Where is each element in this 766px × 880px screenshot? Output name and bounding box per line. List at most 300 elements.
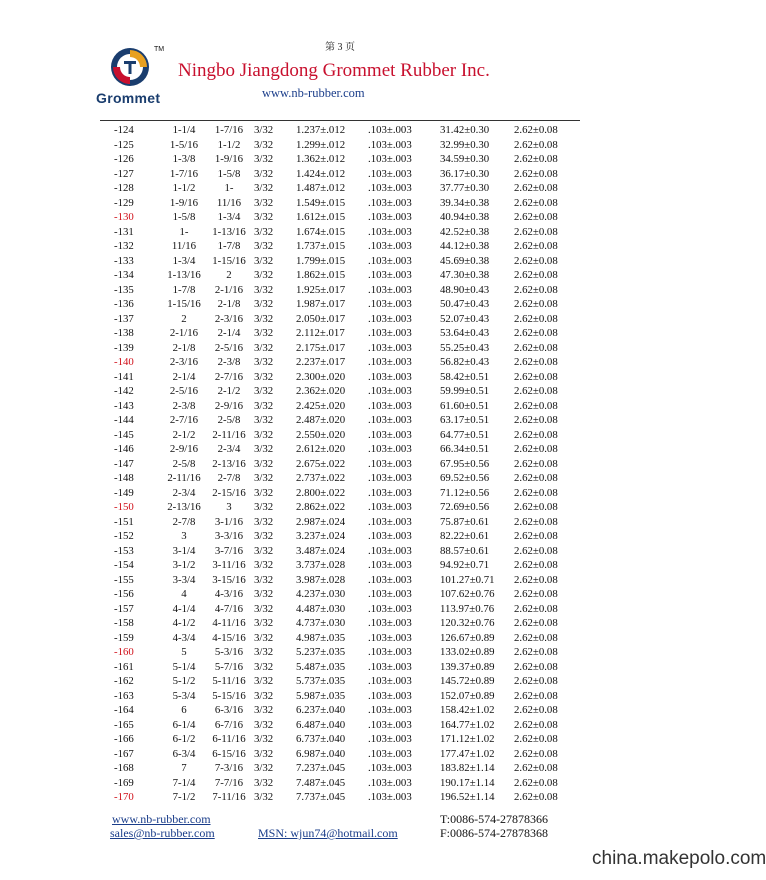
cell-id-mm: 7.487±.045: [296, 776, 346, 789]
cell-cs-mm: .103±.003: [368, 791, 412, 803]
cell-cs: 3/32: [254, 559, 274, 571]
cell-od: 5-7/16: [214, 660, 244, 673]
cell-od: 5-3/16: [214, 646, 244, 658]
cell-id-metric: 36.17±0.30: [440, 167, 490, 180]
cell-cs: 3/32: [254, 501, 274, 513]
cell-id-mm: 2.112±.017: [296, 327, 345, 339]
cell-id: 2-1/4: [172, 370, 196, 383]
cell-cs-mm: .103±.003: [368, 414, 412, 426]
cell-cs-mm: .103±.003: [368, 138, 412, 151]
cell-od: 3: [226, 501, 232, 513]
cell-cs: 3/32: [254, 675, 274, 687]
cell-id: 2-3/4: [172, 486, 196, 499]
cell-no: -170: [114, 791, 134, 803]
table-row: [104, 748, 584, 763]
cell-id-mm: 4.487±.030: [296, 602, 346, 615]
cell-no: -124: [114, 124, 134, 136]
cell-no: -145: [114, 428, 134, 441]
table-row: [104, 168, 584, 183]
table-row: [104, 559, 584, 574]
cell-cs-metric: 2.62±0.08: [514, 544, 558, 557]
watermark-text: china.makepolo.com: [592, 848, 766, 869]
footer-email-link[interactable]: sales@nb-rubber.com: [110, 826, 215, 840]
cell-cs-metric: 2.62±0.08: [514, 414, 558, 426]
cell-cs-metric: 2.62±0.08: [514, 762, 558, 774]
page-number: 第 3 页: [325, 42, 355, 53]
cell-cs: 3/32: [254, 718, 274, 731]
cell-id-mm: 5.237±.035: [296, 646, 346, 658]
cell-cs: 3/32: [254, 370, 274, 383]
cell-od: 5-15/16: [212, 689, 246, 702]
cell-id: 1-: [179, 225, 189, 238]
cell-id-metric: 120.32±0.76: [440, 617, 495, 629]
cell-id-mm: 2.050±.017: [296, 312, 346, 325]
cell-id: 2-9/16: [169, 443, 199, 455]
cell-no: -163: [114, 689, 134, 702]
footer-fax: F:0086-574-27878368: [440, 826, 548, 840]
cell-cs-metric: 2.62±0.08: [514, 312, 558, 325]
cell-id-mm: 5.487±.035: [296, 660, 346, 673]
cell-no: -137: [114, 312, 134, 325]
cell-od: 1-9/16: [214, 153, 244, 165]
cell-id-metric: 158.42±1.02: [440, 704, 495, 716]
cell-no: -136: [114, 298, 134, 310]
cell-id-metric: 152.07±0.89: [440, 689, 495, 702]
cell-id-mm: 2.487±.020: [296, 414, 346, 426]
cell-od: 2: [226, 269, 232, 281]
cell-no: -162: [114, 675, 134, 687]
table-row: [104, 530, 584, 545]
table-row: [104, 501, 584, 516]
cell-od: 3-3/16: [214, 530, 244, 542]
cell-od: 2-1/2: [217, 385, 241, 397]
table-row: [104, 617, 584, 632]
cell-id-mm: 2.862±.022: [296, 501, 346, 513]
cell-id: 2-3/16: [169, 356, 199, 368]
cell-od: 1-5/8: [217, 167, 241, 180]
cell-od: 7-7/16: [214, 776, 244, 789]
cell-cs-mm: .103±.003: [368, 167, 412, 180]
cell-no: -129: [114, 196, 134, 209]
cell-cs-metric: 2.62±0.08: [514, 153, 558, 165]
table-row: [104, 661, 584, 676]
cell-cs-metric: 2.62±0.08: [514, 283, 558, 296]
cell-id-mm: 4.237±.030: [296, 588, 346, 600]
cell-cs: 3/32: [254, 385, 274, 397]
table-row: [104, 182, 584, 197]
table-row: [104, 545, 584, 560]
cell-id: 11/16: [171, 240, 197, 252]
cell-cs: 3/32: [254, 240, 274, 252]
cell-id-mm: 1.549±.015: [296, 196, 346, 209]
cell-id-metric: 56.82±0.43: [440, 356, 490, 368]
cell-cs-metric: 2.62±0.08: [514, 704, 558, 716]
cell-cs-metric: 2.62±0.08: [514, 501, 558, 513]
cell-id: 2-7/8: [172, 515, 196, 528]
cell-od: 3-15/16: [212, 573, 246, 586]
cell-cs: 3/32: [254, 617, 274, 629]
cell-cs: 3/32: [254, 573, 274, 586]
cell-id-mm: 2.800±.022: [296, 486, 346, 499]
cell-cs-metric: 2.62±0.08: [514, 298, 558, 310]
cell-cs: 3/32: [254, 704, 274, 716]
cell-no: -140: [114, 356, 134, 368]
cell-od: 3-7/16: [214, 544, 244, 557]
footer-website-link[interactable]: www.nb-rubber.com: [112, 812, 211, 826]
cell-id-mm: 2.612±.020: [296, 443, 346, 455]
cell-no: -125: [114, 138, 134, 151]
cell-id-metric: 145.72±0.89: [440, 675, 495, 687]
cell-id-mm: 2.237±.017: [296, 356, 346, 368]
cell-cs-metric: 2.62±0.08: [514, 225, 558, 238]
table-row: [104, 327, 584, 342]
cell-id-metric: 164.77±1.02: [440, 718, 495, 731]
cell-cs-metric: 2.62±0.08: [514, 240, 558, 252]
cell-cs: 3/32: [254, 254, 274, 267]
cell-cs-metric: 2.62±0.08: [514, 341, 558, 354]
cell-no: -144: [114, 414, 134, 426]
cell-id: 6: [181, 704, 187, 716]
cell-id-metric: 72.69±0.56: [440, 501, 490, 513]
cell-cs-metric: 2.62±0.08: [514, 182, 558, 194]
cell-no: -128: [114, 182, 134, 194]
cell-id-mm: 7.737±.045: [296, 791, 346, 803]
cell-od: 1-7/8: [217, 240, 241, 252]
cell-no: -135: [114, 283, 134, 296]
cell-cs-mm: .103±.003: [368, 660, 412, 673]
cell-id: 6-1/2: [172, 733, 196, 745]
table-row: [104, 211, 584, 226]
table-row: [104, 472, 584, 487]
cell-id: 2-1/16: [169, 327, 199, 339]
cell-id-metric: 44.12±0.38: [440, 240, 490, 252]
cell-od: 2-3/8: [217, 356, 241, 368]
cell-od: 11/16: [216, 196, 242, 209]
table-row: [104, 574, 584, 589]
cell-no: -142: [114, 385, 134, 397]
cell-no: -146: [114, 443, 134, 455]
cell-cs-mm: .103±.003: [368, 602, 412, 615]
cell-od: 1-15/16: [212, 254, 246, 267]
cell-cs: 3/32: [254, 588, 274, 600]
cell-cs: 3/32: [254, 138, 274, 151]
cell-id-mm: 1.925±.017: [296, 283, 346, 296]
cell-od: 2-3/16: [214, 312, 244, 325]
cell-no: -156: [114, 588, 134, 600]
table-row: [104, 762, 584, 777]
cell-id-mm: 4.987±.035: [296, 631, 346, 644]
cell-cs-metric: 2.62±0.08: [514, 254, 558, 267]
table-row: [104, 269, 584, 284]
cell-id-mm: 2.737±.022: [296, 472, 346, 484]
cell-cs-metric: 2.62±0.08: [514, 327, 558, 339]
cell-cs-mm: .103±.003: [368, 370, 412, 383]
cell-cs-metric: 2.62±0.08: [514, 733, 558, 745]
cell-cs-mm: .103±.003: [368, 443, 412, 455]
cell-id-metric: 139.37±0.89: [440, 660, 495, 673]
cell-cs-mm: .103±.003: [368, 646, 412, 658]
cell-id: 7-1/2: [172, 791, 196, 803]
cell-id-metric: 177.47±1.02: [440, 747, 495, 760]
o-ring-size-table: [104, 124, 584, 806]
cell-id-metric: 64.77±0.51: [440, 428, 490, 441]
cell-cs: 3/32: [254, 182, 274, 194]
cell-id-mm: 2.550±.020: [296, 428, 346, 441]
cell-cs: 3/32: [254, 327, 274, 339]
cell-no: -138: [114, 327, 134, 339]
cell-no: -154: [114, 559, 134, 571]
cell-id-metric: 190.17±1.14: [440, 776, 495, 789]
cell-id: 4-1/2: [172, 617, 196, 629]
table-row: [104, 240, 584, 255]
cell-no: -133: [114, 254, 134, 267]
cell-cs: 3/32: [254, 544, 274, 557]
table-row: [104, 690, 584, 705]
cell-cs-metric: 2.62±0.08: [514, 791, 558, 803]
cell-cs-mm: .103±.003: [368, 718, 412, 731]
cell-cs-mm: .103±.003: [368, 776, 412, 789]
cell-od: 2-11/16: [212, 428, 246, 441]
cell-id-mm: 6.237±.040: [296, 704, 346, 716]
cell-cs: 3/32: [254, 602, 274, 615]
cell-cs-mm: .103±.003: [368, 573, 412, 586]
cell-id-mm: 6.487±.040: [296, 718, 346, 731]
cell-no: -167: [114, 747, 134, 760]
cell-cs-mm: .103±.003: [368, 530, 412, 542]
cell-id-metric: 31.42±0.30: [440, 124, 490, 136]
cell-id: 1-5/16: [169, 138, 199, 151]
cell-cs-mm: .103±.003: [368, 733, 412, 745]
cell-cs-mm: .103±.003: [368, 196, 412, 209]
cell-id-mm: 1.862±.015: [296, 269, 346, 281]
cell-cs-metric: 2.62±0.08: [514, 515, 558, 528]
cell-id-mm: 2.987±.024: [296, 515, 346, 528]
cell-id-mm: 2.362±.020: [296, 385, 346, 397]
table-row: [104, 124, 584, 139]
cell-cs-mm: .103±.003: [368, 269, 412, 281]
table-row: [104, 371, 584, 386]
cell-od: 7-3/16: [214, 762, 244, 774]
cell-cs-mm: .103±.003: [368, 124, 412, 136]
cell-cs: 3/32: [254, 341, 274, 354]
cell-id-metric: 37.77±0.30: [440, 182, 490, 194]
cell-cs-mm: .103±.003: [368, 501, 412, 513]
table-row: [104, 226, 584, 241]
cell-cs: 3/32: [254, 124, 274, 136]
cell-od: 2-13/16: [212, 457, 246, 470]
cell-cs-mm: .103±.003: [368, 486, 412, 499]
cell-id: 4: [181, 588, 187, 600]
cell-cs: 3/32: [254, 225, 274, 238]
cell-cs: 3/32: [254, 660, 274, 673]
cell-no: -139: [114, 341, 134, 354]
cell-cs-mm: .103±.003: [368, 704, 412, 716]
cell-id: 2-13/16: [167, 501, 201, 513]
cell-id-metric: 94.92±0.71: [440, 559, 490, 571]
cell-od: 2-5/8: [217, 414, 241, 426]
cell-id-metric: 55.25±0.43: [440, 341, 490, 354]
cell-id-metric: 88.57±0.61: [440, 544, 490, 557]
cell-cs: 3/32: [254, 443, 274, 455]
cell-od: 1-1/2: [217, 138, 241, 151]
cell-id-metric: 69.52±0.56: [440, 472, 490, 484]
cell-cs-mm: .103±.003: [368, 472, 412, 484]
cell-id: 3-1/2: [172, 559, 196, 571]
cell-cs-metric: 2.62±0.08: [514, 486, 558, 499]
cell-cs-metric: 2.62±0.08: [514, 138, 558, 151]
cell-od: 6-3/16: [214, 704, 244, 716]
cell-cs-metric: 2.62±0.08: [514, 124, 558, 136]
cell-cs-mm: .103±.003: [368, 182, 412, 194]
cell-id-metric: 40.94±0.38: [440, 211, 490, 223]
cell-cs-metric: 2.62±0.08: [514, 457, 558, 470]
table-row: [104, 356, 584, 371]
cell-od: 6-7/16: [214, 718, 244, 731]
cell-id-metric: 75.87±0.61: [440, 515, 490, 528]
cell-no: -149: [114, 486, 134, 499]
cell-cs-metric: 2.62±0.08: [514, 718, 558, 731]
cell-id: 6-3/4: [172, 747, 196, 760]
cell-id-mm: 3.737±.028: [296, 559, 346, 571]
cell-id-metric: 59.99±0.51: [440, 385, 490, 397]
cell-id: 1-3/4: [172, 254, 196, 267]
cell-id: 4-3/4: [172, 631, 196, 644]
header-divider: [100, 120, 580, 121]
cell-cs-metric: 2.62±0.08: [514, 399, 558, 412]
cell-no: -159: [114, 631, 134, 644]
cell-cs-metric: 2.62±0.08: [514, 588, 558, 600]
cell-cs-mm: .103±.003: [368, 254, 412, 267]
cell-no: -141: [114, 370, 134, 383]
cell-id-metric: 61.60±0.51: [440, 399, 490, 412]
cell-id: 2-5/8: [172, 457, 196, 470]
cell-id-mm: 3.987±.028: [296, 573, 346, 586]
table-row: [104, 458, 584, 473]
cell-od: 7-11/16: [212, 791, 246, 803]
cell-cs-metric: 2.62±0.08: [514, 689, 558, 702]
table-row: [104, 313, 584, 328]
cell-id-mm: 1.487±.012: [296, 182, 346, 194]
cell-id-mm: 2.300±.020: [296, 370, 346, 383]
table-row: [104, 385, 584, 400]
company-name: Ningbo Jiangdong Grommet Rubber Inc.: [178, 60, 490, 81]
cell-cs-mm: .103±.003: [368, 747, 412, 760]
cell-no: -158: [114, 617, 134, 629]
cell-no: -160: [114, 646, 134, 658]
cell-id-mm: 1.987±.017: [296, 298, 346, 310]
cell-id-mm: 1.737±.015: [296, 240, 346, 252]
cell-id-mm: 3.487±.024: [296, 544, 346, 557]
cell-cs: 3/32: [254, 776, 274, 789]
cell-no: -151: [114, 515, 134, 528]
cell-id-metric: 171.12±1.02: [440, 733, 495, 745]
cell-cs: 3/32: [254, 196, 274, 209]
cell-cs-metric: 2.62±0.08: [514, 675, 558, 687]
cell-cs-mm: .103±.003: [368, 341, 412, 354]
cell-id: 2: [181, 312, 187, 325]
cell-id-mm: 2.175±.017: [296, 341, 346, 354]
cell-id-mm: 2.425±.020: [296, 399, 346, 412]
cell-id: 1-1/4: [172, 124, 196, 136]
cell-od: 2-7/8: [217, 472, 241, 484]
cell-cs: 3/32: [254, 457, 274, 470]
cell-id-mm: 1.299±.012: [296, 138, 346, 151]
cell-id: 3-3/4: [172, 573, 196, 586]
cell-id-mm: 1.674±.015: [296, 225, 346, 238]
cell-cs-metric: 2.62±0.08: [514, 631, 558, 644]
cell-id-metric: 47.30±0.38: [440, 269, 490, 281]
cell-id: 5: [181, 646, 187, 658]
cell-cs: 3/32: [254, 631, 274, 644]
cell-id: 7: [181, 762, 187, 774]
cell-od: 5-11/16: [212, 675, 246, 687]
cell-cs-metric: 2.62±0.08: [514, 747, 558, 760]
cell-cs: 3/32: [254, 472, 274, 484]
table-row: [104, 255, 584, 270]
cell-od: 3-11/16: [212, 559, 246, 571]
grommet-logo: [96, 46, 176, 108]
cell-cs-metric: 2.62±0.08: [514, 646, 558, 658]
cell-id: 2-7/16: [169, 414, 199, 426]
cell-cs: 3/32: [254, 486, 274, 499]
cell-cs: 3/32: [254, 428, 274, 441]
table-row: [104, 284, 584, 299]
cell-cs-metric: 2.62±0.08: [514, 472, 558, 484]
cell-id-metric: 133.02±0.89: [440, 646, 495, 658]
cell-cs-metric: 2.62±0.08: [514, 356, 558, 368]
cell-od: 2-9/16: [214, 399, 244, 412]
cell-id-metric: 101.27±0.71: [440, 573, 495, 586]
cell-od: 2-1/8: [217, 298, 241, 310]
cell-id-mm: 7.237±.045: [296, 762, 346, 774]
cell-id: 2-3/8: [172, 399, 196, 412]
cell-cs-metric: 2.62±0.08: [514, 660, 558, 673]
cell-id: 1-13/16: [167, 269, 201, 281]
table-row: [104, 429, 584, 444]
cell-id: 2-5/16: [169, 385, 199, 397]
table-row: [104, 588, 584, 603]
cell-no: -130: [114, 211, 134, 223]
cell-id: 5-1/2: [172, 675, 196, 687]
cell-id-mm: 5.987±.035: [296, 689, 346, 702]
cell-cs-mm: .103±.003: [368, 211, 412, 223]
cell-id: 5-3/4: [172, 689, 196, 702]
footer-msn-contact[interactable]: MSN: wjun74@hotmail.com: [258, 826, 398, 840]
cell-no: -168: [114, 762, 134, 774]
cell-od: 2-15/16: [212, 486, 246, 499]
cell-id-metric: 82.22±0.61: [440, 530, 490, 542]
cell-no: -147: [114, 457, 134, 470]
table-row: [104, 791, 584, 806]
cell-id-metric: 52.07±0.43: [440, 312, 490, 325]
table-row: [104, 197, 584, 212]
cell-no: -169: [114, 776, 134, 789]
cell-id-metric: 58.42±0.51: [440, 370, 490, 383]
table-row: [104, 139, 584, 154]
cell-cs: 3/32: [254, 211, 274, 223]
cell-no: -134: [114, 269, 134, 281]
cell-cs-mm: .103±.003: [368, 631, 412, 644]
cell-cs-metric: 2.62±0.08: [514, 196, 558, 209]
cell-cs-mm: .103±.003: [368, 544, 412, 557]
cell-cs: 3/32: [254, 646, 274, 658]
cell-cs: 3/32: [254, 530, 274, 542]
cell-id-metric: 66.34±0.51: [440, 443, 490, 455]
table-row: [104, 443, 584, 458]
header-website-link[interactable]: www.nb-rubber.com: [262, 86, 365, 100]
cell-cs-mm: .103±.003: [368, 559, 412, 571]
cell-cs-mm: .103±.003: [368, 457, 412, 470]
